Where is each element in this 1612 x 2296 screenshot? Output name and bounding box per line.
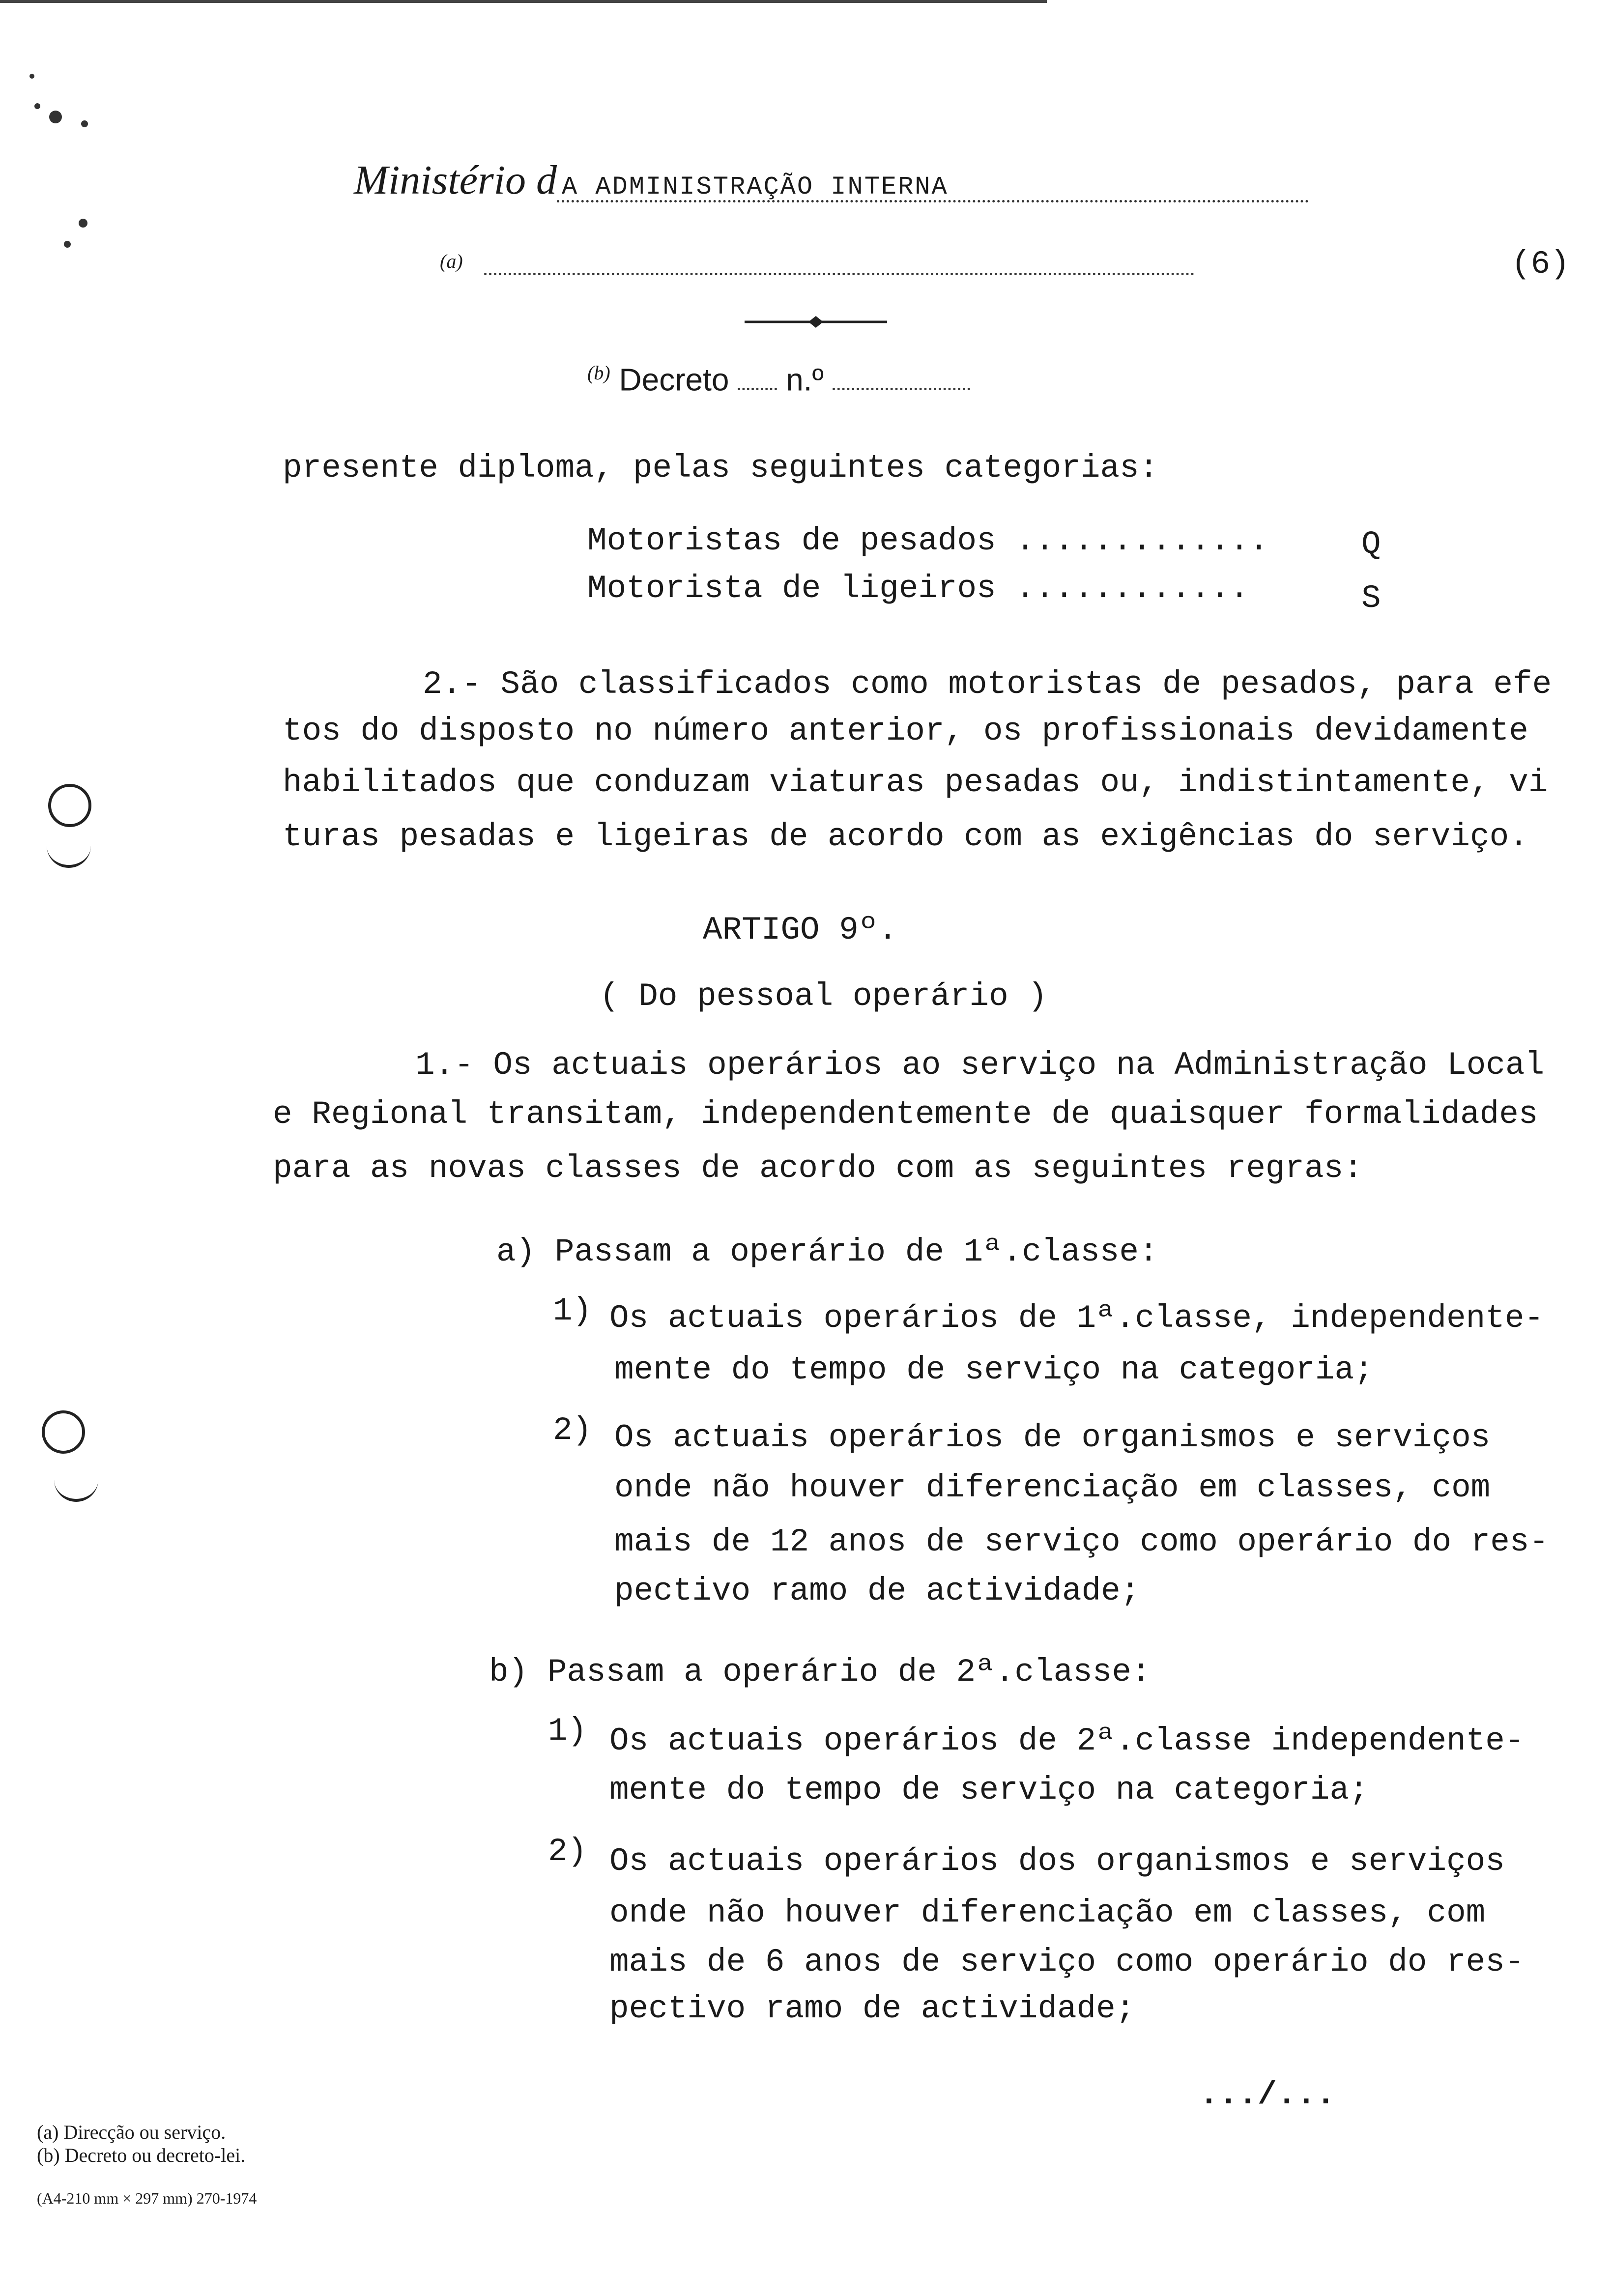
footnote-b: (b) Decreto ou decreto-lei. (37, 2144, 246, 2166)
paragraph-1-line: e Regional transitam, independentemente de quaisquer formalidades (273, 1096, 1538, 1133)
intro-line: presente diploma, pelas seguintes categorias: (283, 450, 1159, 487)
section-b-heading: b) Passam a operário de 2ª.classe: (489, 1654, 1151, 1691)
section-a-heading: a) Passam a operário de 1ª.classe: (496, 1234, 1158, 1270)
paragraph-1-line: para as novas classes de acordo com as seguintes regras: (273, 1150, 1363, 1187)
direction-field-line (484, 273, 1194, 275)
decree-type-field (738, 388, 777, 390)
category-row-heavy (587, 522, 1269, 559)
category-row-light (587, 570, 1249, 607)
category-name: Motorista de ligeiros (587, 570, 1016, 607)
binder-hole-top (48, 784, 91, 827)
paragraph-2-line: tos do disposto no número anterior, os profissionais devidamente (283, 713, 1528, 749)
paragraph-2-line: habilitados que conduzam viaturas pesadas ou, indistintamente, vi (283, 764, 1548, 801)
section-b-item-2-line: pectivo ramo de actividade; (609, 1990, 1135, 2027)
top-border-line (0, 0, 1047, 3)
paragraph-1-line: 1.- Os actuais operários ao serviço na Administração Local (415, 1047, 1545, 1084)
section-a-item-1-marker: 1) (553, 1292, 592, 1329)
divider-ornament (745, 315, 887, 329)
form-code: (A4-210 mm × 297 mm) 270-1974 (37, 2189, 257, 2207)
note-b-marker: (b) (587, 362, 610, 384)
margin-speck (64, 241, 71, 248)
section-a-item-2-line: pectivo ramo de actividade; (614, 1573, 1140, 1609)
category-name: Motoristas de pesados (587, 522, 1016, 559)
decree-label: Decreto (619, 362, 729, 398)
ministry-header (354, 156, 1309, 204)
section-a-item-2-line: Os actuais operários de organismos e serviços (614, 1419, 1491, 1456)
decree-number-field (833, 388, 970, 390)
ministry-name: A ADMINISTRAÇÃO INTERNA (557, 174, 1309, 202)
section-b-item-2-marker: 2) (548, 1833, 587, 1870)
margin-speck (79, 219, 87, 228)
binder-hole-bottom (42, 1410, 85, 1454)
decree-line (587, 361, 970, 398)
binder-curve-top (47, 835, 91, 868)
binder-curve-bottom (54, 1469, 98, 1502)
category-dots: ............ (1015, 570, 1249, 607)
paragraph-2-line: 2.- São classificados como motoristas de pesados, para efe (423, 666, 1552, 703)
section-b-item-1-line: Os actuais operários de 2ª.classe independente- (609, 1722, 1525, 1759)
section-b-item-1-marker: 1) (548, 1713, 587, 1750)
note-a-marker: (a) (440, 250, 463, 272)
section-a-item-1-line: Os actuais operários de 1ª.classe, independente- (609, 1300, 1544, 1337)
section-a-item-2-line: mais de 12 anos de serviço como operário do res- (614, 1523, 1549, 1560)
margin-speck (29, 74, 34, 79)
margin-speck (81, 120, 88, 127)
section-b-item-2-line: mais de 6 anos de serviço como operário do res- (609, 1944, 1525, 1980)
article-subtitle: ( Do pessoal operário ) (600, 978, 1047, 1015)
decree-number-label: n.º (786, 362, 824, 398)
section-b-item-2-line: onde não houver diferenciação em classes, com (609, 1894, 1486, 1931)
section-a-item-2-marker: 2) (553, 1412, 592, 1449)
footnote-a: (a) Direcção ou serviço. (37, 2121, 226, 2143)
ministry-prefix: Ministério d (354, 157, 557, 203)
section-a-item-1-line: mente do tempo de serviço na categoria; (614, 1351, 1374, 1388)
margin-speck (34, 103, 40, 109)
article-title: ARTIGO 9º. (703, 912, 898, 948)
continuation-mark: .../... (1199, 2076, 1336, 2113)
section-b-item-1-line: mente do tempo de serviço na categoria; (609, 1772, 1369, 1808)
section-a-item-2-line: onde não houver diferenciação em classes, com (614, 1469, 1491, 1506)
section-b-item-2-line: Os actuais operários dos organismos e serviços (609, 1843, 1505, 1880)
category-grade-light: S (1361, 580, 1381, 617)
paragraph-2-line: turas pesadas e ligeiras de acordo com as exigências do serviço. (283, 818, 1528, 855)
margin-speck (49, 111, 62, 123)
page-number: (6) (1511, 246, 1570, 283)
category-dots: ............. (1015, 522, 1269, 559)
category-grade-heavy: Q (1361, 526, 1381, 563)
